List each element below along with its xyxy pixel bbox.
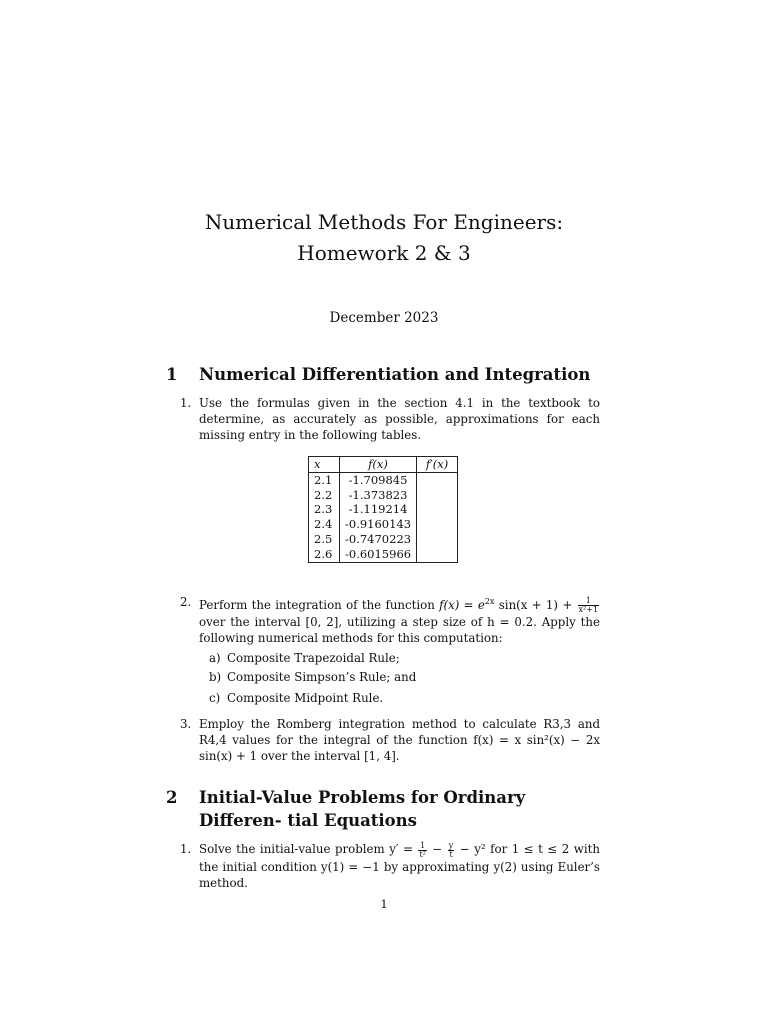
table-header-row [309,457,458,473]
subitem-b [209,669,416,685]
cell-x: 2.1 [309,472,340,487]
fraction-denominator: x²+1 [578,605,599,615]
cell-x: 2.4 [309,517,340,532]
cell-fprime [417,502,458,517]
item-text-part: Perform the integration of the function [199,597,435,612]
item-number: 1. [180,842,192,856]
item-text: Use the formulas given in the section 4.1 in the textbook to determine, as accurately as possible, approximations for each missing entry in the following tables. [199,396,600,442]
subitem-text: Composite Trapezoidal Rule; [227,651,400,665]
item-number: 2. [180,595,192,609]
subitem-c [209,690,383,706]
column-header-fprime: f′(x) [417,457,458,473]
item-text [180,841,600,891]
document-title: Numerical Methods For Engineers: Homework 2 & 3 [204,210,564,265]
section-1-heading [166,363,606,386]
cell-fprime [417,488,458,503]
cell-x: 2.6 [309,547,340,562]
column-header-fx: f(x) [340,457,417,473]
cell-x: 2.5 [309,532,340,547]
item-text: Employ the Romberg integration method to calculate R3,3 and R4,4 values for the integral of the function f(x) = x sin²(x) − 2x sin(x) + 1 over the interval [1, 4]. [199,717,600,763]
problem-1-3 [180,716,600,764]
cell-fx: -0.9160143 [340,517,417,532]
cell-fprime [417,532,458,547]
section-title: Initial-Value Problems for Ordinary Differen- tial Equations [199,788,526,830]
page-number: 1 [380,897,388,911]
subitem-a [209,650,400,666]
item-text-part: − y² for 1 ≤ t ≤ 2 with the initial condition y(1) = −1 by approximating y(2) using Euler’s method. [199,842,600,890]
subitem-text: Composite Midpoint Rule. [227,691,384,705]
math-function: f(x) = e [439,597,485,612]
item-text [180,594,600,646]
table-row [309,547,458,562]
math-fraction [418,842,426,859]
data-table [308,456,458,563]
fraction-numerator: y [448,840,454,850]
section-number: 1 [166,365,178,384]
subitem-label: a) [209,651,221,665]
section-title: Numerical Differentiation and Integration [199,365,591,384]
fraction-denominator: t² [419,849,426,859]
math-fraction [578,597,600,614]
table-row [309,532,458,547]
cell-fx: -1.119214 [340,502,417,517]
fraction-denominator: t [449,849,453,859]
math-fraction [448,842,455,859]
fraction-numerator: 1 [578,597,600,606]
math-text: sin(x + 1) + [494,597,577,612]
cell-x: 2.3 [309,502,340,517]
document-date: December 2023 [329,310,439,326]
item-text-part: Solve the initial-value problem y′ = [199,842,418,856]
problem-2-1 [180,841,600,891]
cell-fx: -1.709845 [340,472,417,487]
subitem-text: Composite Simpson’s Rule; and [227,670,417,684]
cell-x: 2.2 [309,488,340,503]
problem-1-1 [180,395,600,443]
cell-fx: -1.373823 [340,488,417,503]
cell-fprime [417,517,458,532]
fraction-numerator: 1 [420,840,426,850]
column-header-x: x [309,457,340,473]
math-operator: − [427,842,447,856]
section-2-heading [166,786,606,832]
problem-1-2 [180,594,600,646]
subitem-label: b) [209,670,222,684]
math-exponent: 2x [484,597,495,606]
cell-fprime [417,472,458,487]
table-row [309,517,458,532]
table-row [309,488,458,503]
subitem-label: c) [209,691,221,705]
item-number: 3. [180,717,192,731]
cell-fx: -0.6015966 [340,547,417,562]
section-number: 2 [166,788,178,807]
table-row [309,502,458,517]
table-row [309,472,458,487]
cell-fx: -0.7470223 [340,532,417,547]
cell-fprime [417,547,458,562]
item-number: 1. [180,396,192,410]
item-text-part: over the interval [0, 2], utilizing a step size of h = 0.2. Apply the following numerical methods for this computation: [199,615,600,646]
